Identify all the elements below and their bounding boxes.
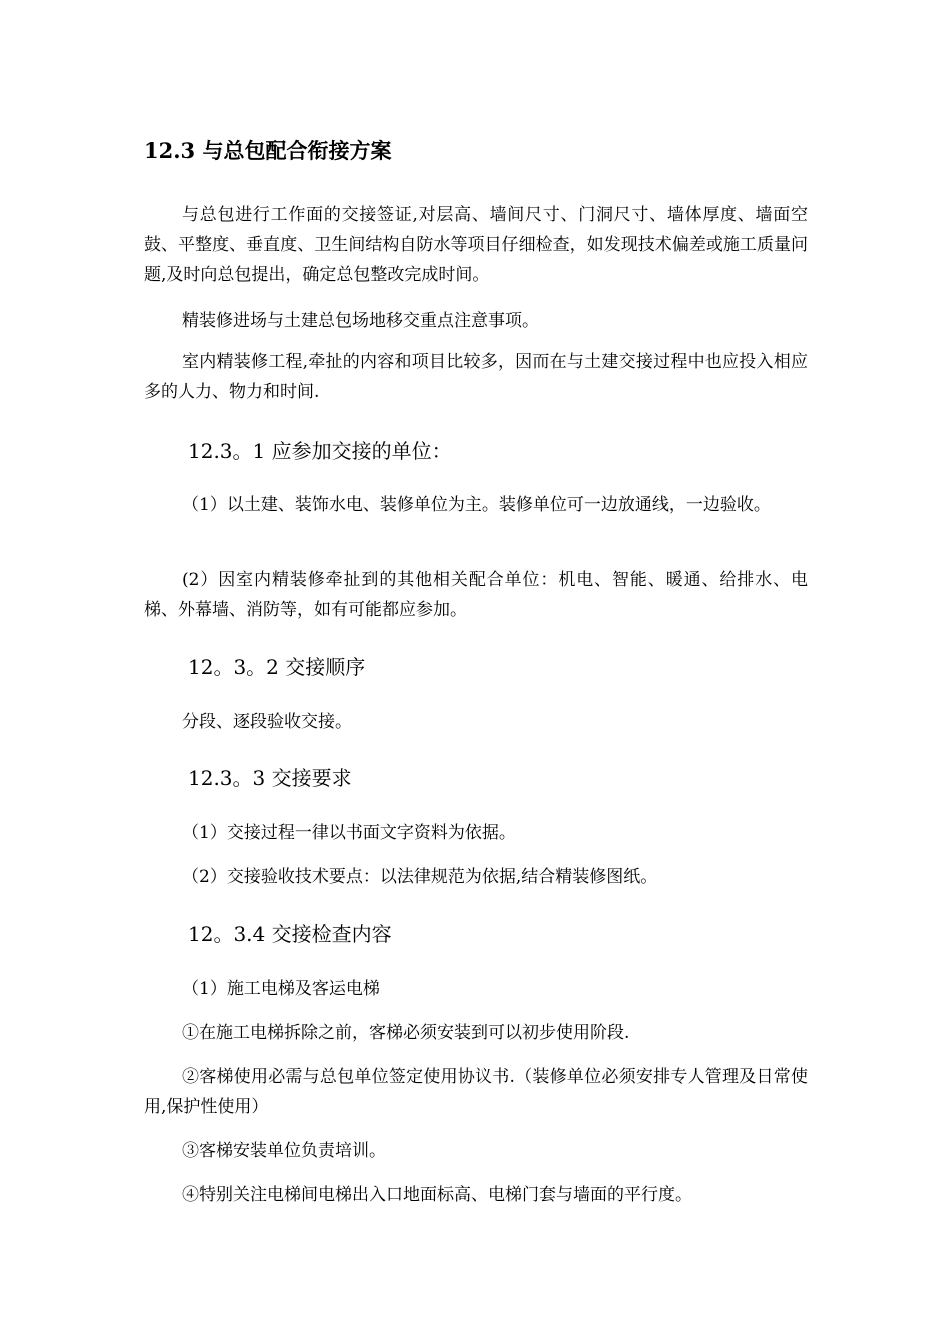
elevator-point-4: ④特别关注电梯间电梯出入口地面标高、电梯门套与墙面的平行度。 (182, 1185, 692, 1205)
elevator-point-1: ①在施工电梯拆除之前，客梯必须安装到可以初步使用阶段. (182, 1023, 630, 1043)
section-heading: 12.3 与总包配合衔接方案 (144, 138, 392, 163)
list-item-main-units: （1）以土建、装饰水电、装修单位为主。装修单位可一边放通线，一边验收。 (182, 495, 771, 515)
list-item-written-records: （1）交接过程一律以书面文字资料为依据。 (182, 823, 516, 843)
subheading-handover-requirements: 12.3。3 交接要求 (188, 766, 352, 790)
paragraph-handover-check: 与总包进行工作面的交接签证,对层高、墙间尺寸、门洞尺寸、墙体厚度、墙面空鼓、平整度、垂直度、卫生间结构自防水等项目仔细检查，如发现技术偏差或施工质量问题,及时向总包提出，确定总包整改完成时间。 (144, 205, 808, 285)
subheading-inspection-contents: 12。3.4 交接检查内容 (188, 922, 392, 946)
subheading-participating-units: 12.3。1 应参加交接的单位： (188, 439, 452, 463)
paragraph-site-transfer-notes: 精装修进场与土建总包场地移交重点注意事项。 (182, 311, 539, 331)
subheading-handover-order: 12。3。2 交接顺序 (188, 655, 366, 679)
paragraph-interior-work: 室内精装修工程,牵扯的内容和项目比较多，因而在与土建交接过程中也应投入相应多的人力、物力和时间. (144, 352, 808, 402)
elevator-point-3: ③客梯安装单位负责培训。 (182, 1141, 386, 1161)
list-item-related-units: (2）因室内精装修牵扯到的其他相关配合单位：机电、智能、暖通、给排水、电梯、外幕墙、消防等，如有可能都应参加。 (144, 570, 808, 620)
list-item-elevators: （1）施工电梯及客运电梯 (182, 979, 380, 999)
handover-order-text: 分段、逐段验收交接。 (182, 712, 352, 732)
list-item-technical-points: （2）交接验收技术要点：以法律规范为依据,结合精装修图纸。 (182, 867, 658, 887)
elevator-point-2: ②客梯使用必需与总包单位签定使用协议书.（装修单位必须安排专人管理及日常使用,保护性使用） (144, 1067, 808, 1117)
